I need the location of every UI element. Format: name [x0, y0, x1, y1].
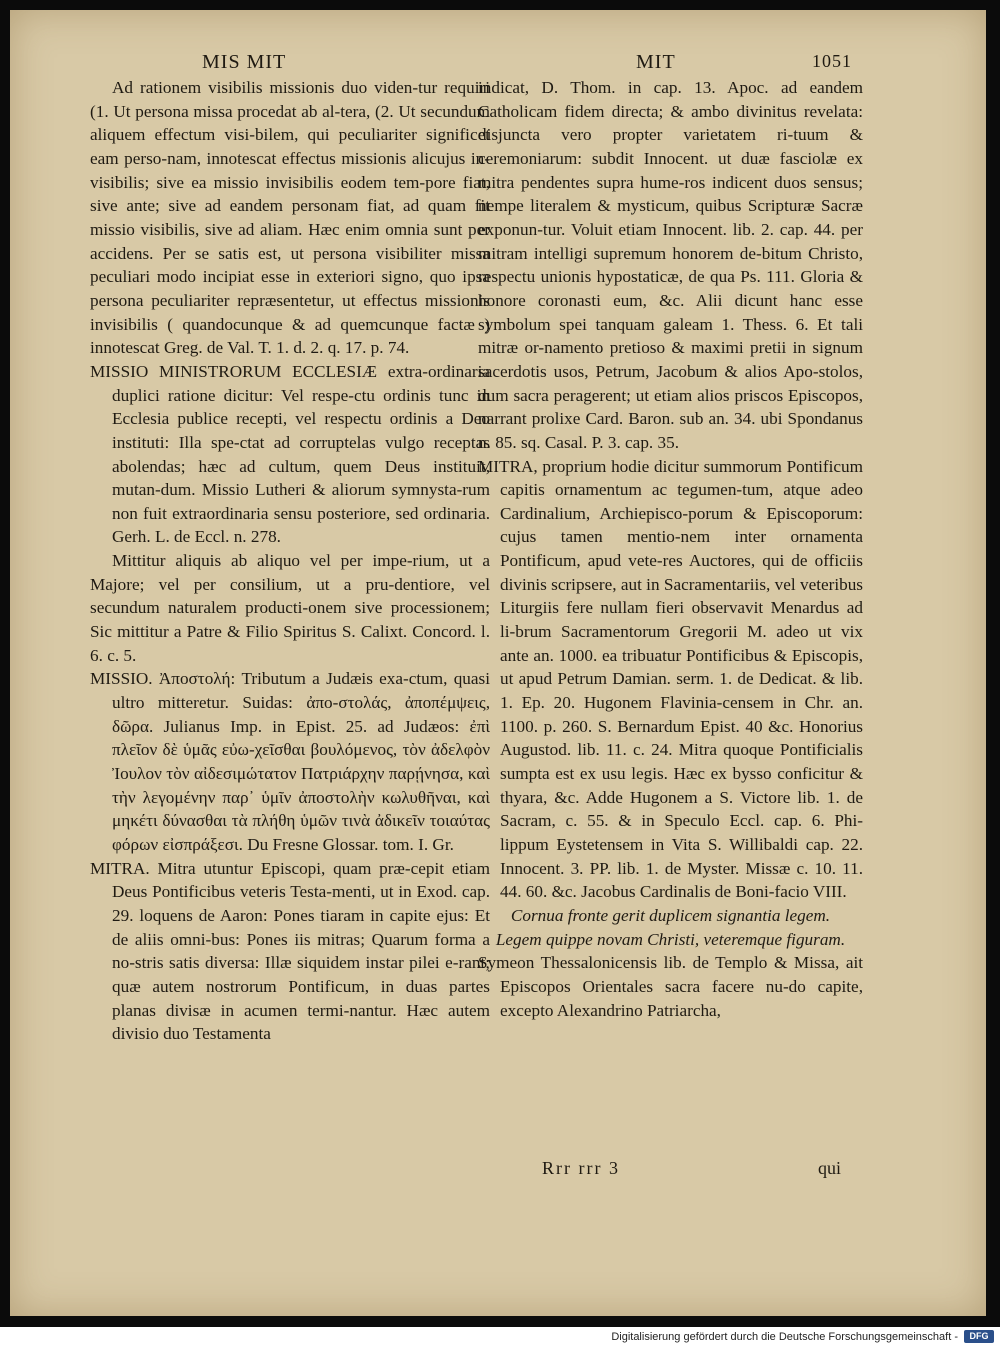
entry-mitra: MITRA. Mitra utuntur Episcopi, quam præ-cepit etiam Deus Pontificibus veteris Testa-menti, ut in Exod. cap. 29. loquens de Aaron: Pones tiaram in capite ejus: Et de aliis omni-bus: Pones iis mitras; Quarum forma a no-stris satis diversa: Illæ siquidem instar pilei e-rant; quæ autem nostrorum Pontificum, in duas partes planas divisæ in acumen termi-nantur. Hæc autem divisio duo Testamenta: [90, 858, 490, 1044]
page-number: 1051: [812, 51, 852, 71]
right-column: [478, 76, 863, 1022]
paragraph-mittitur: Mittitur aliquis ab aliquo vel per impe-rium, ut a Majore; vel per consilium, ut a pru-dentiore, vel secundum naturalem producti-onem sive processionem; Sic mittitur a Patre & Filio Spiritus S. Calixt. Concord. l. 6. c. 5.: [90, 551, 490, 665]
verse-line-2: Legem quippe novam Christi, veteremque figuram.: [495, 929, 846, 949]
entry-missio-ministrorum: MISSIO MINISTRORUM ECCLESIÆ extra-ordinaria duplici ratione dicitur: Vel respe-ctu ordinis tunc in Ecclesia publice recepti, vel respectu ordinis a Deo instituti: Illa spe-ctat ad corruptelas vulgo receptas abolendas; hæc ad cultum, quem Deus instituit, mutan-dum. Missio Lutheri & aliorum symnysta-rum non fuit extraordinaria sensu posteriore, sed ordinaria. Gerh. L. de Eccl. n. 278.: [90, 361, 490, 547]
paragraph-continuation: indicat, D. Thom. in cap. 13. Apoc. ad eandem Catholicam fidem directa; & ambo divinitus revelata: disjuncta vero propter varietatem ri-tuum & ceremoniarum: subdit Innocent. ut duæ fasciolæ ex mitra pendentes supra hume-ros indicent duos sensus; nempe literalem & mysticum, quibus Scripturæ Sacræ exponun-tur. Voluit etiam Innocent. lib. 2. cap. 44. per mitram intelligi supremum honorem de-bitum Christo, respectu unionis hypostaticæ, de qua Ps. 111. Gloria & honore coronasti eum, &c. Alii dicunt hanc esse symbolum spei tanquam galeam 1. Thess. 6. Et tali mitræ or-namento pretioso & maximi pretii in signum sacerdotis usos, Petrum, Jacobum & alios Apo-stolos, dum sacra peragerent; ut etiam alios priscos Episcopos, narrant prolixe Card. Baron. sub an. 34. ubi Spondanus n. 85. sq. Casal. P. 3. cap. 35.: [478, 78, 863, 452]
verse-line-1: Cornua fronte gerit duplicem signantia legem.: [510, 905, 831, 925]
paragraph-symeon: Symeon Thessalonicensis lib. de Templo & Missa, ait Episcopos Orientales sacra facere nu-do capite, excepto Alexandrino Patriarcha,: [478, 953, 863, 1020]
paragraph-visibilis-missionis: Ad rationem visibilis missionis duo viden-tur requiri (1. Ut persona missa procedat ab al-tera, (2. Ut secundum aliquem effectum visi-bilem, qui peculiariter significet eam perso-nam, innotescat effectus missionis alicujus in-visibilis; sive ea missio invisibilis eodem tem-pore fiat, sive ante; sive ad eandem personam fiat, ad quam fit missio visibilis, sive ad aliam. Hæc enim omnia sunt per accidens. Per se satis est, ut persona visibiliter missa peculiari modo incipiat esse in exteriori signo, quo ipsa persona peculiariter repræsentetur, ut effectus missionis invisibilis ( quandocunque & ad quemcunque factæ ) innotescat Greg. de Val. T. 1. d. 2. q. 17. p. 74.: [90, 78, 490, 358]
left-column: [90, 76, 490, 1046]
entry-missio-apostole: MISSIO. Ἀποστολή: Tributum a Judæis exa-ctum, quasi ultro mitteretur. Suidas: ἀπο-στολάς, ἀποπέμψεις, δῶρα. Julianus Imp. in Epist. 25. ad Judæos: ἐπὶ πλεῖον δὲ ὑμᾶς εὐω-χεῖσθαι βουλόμενος, τὸν ἀδελφὸν Ἰουλον τὸν αἰδεσιμώτατον Πατριάρχην παρῄνησα, καὶ τὴν λεγομένην παρ᾽ ὑμῖν ἀποστολὴν κωλυθῆναι, καὶ μηκέτι δύνασθαι τὰ πλήθη ὑμῶν τινὰ ἀδικεῖν τοιαύτας φόρων εἰσπράξεσι. Du Fresne Glossar. tom. I. Gr.: [90, 669, 490, 854]
dfg-logo-icon: DFG: [964, 1330, 994, 1343]
funding-note: Digitalisierung gefördert durch die Deutsche Forschungsgemeinschaft -: [611, 1331, 958, 1343]
entry-mitra-proprium: MITRA, proprium hodie dicitur summorum Pontificum capitis ornamentum ac tegumen-tum, atque adeo Cardinalium, Archiepisco-porum & Episcoporum: cujus tamen mentio-nem inter ornamenta Pontificum, apud vete-res Auctores, qui de officiis divinis scripsere, aut in Sacramentariis, vel veteribus Liturgiis fere nullam fieri observavit Menardus ad li-brum Sacramentorum Gregorii M. adeo ut vix ante an. 1000. ea tribuatur Pontificibus & Episcopis, ut apud Petrum Damian. serm. 1. de Dedicat. & lib. 1. Ep. 20. Hugonem Flavinia-censem in Chr. an. 1100. p. 260. S. Bernardum Epist. 40 &c. Honorius Augustod. lib. 11. c. 24. Mitra quoque Pontificialis sumpta est ex usu legis. Hæc ex bysso conficitur & thyara, &c. Adde Hugonem a S. Victore lib. 1. de Sacram, c. 55. & in Speculo Eccl. cap. 6. Phi-lippum Eystetensem in Vita S. Willibaldi cap. 22. Innocent. 3. PP. lib. 1. de Myster. Missæ c. 10. 11. 44. 60. &c. Jacobus Cardinalis de Boni-facio VIII.: [478, 456, 863, 902]
book-page: [10, 10, 986, 1316]
running-head-right: MIT: [636, 51, 676, 73]
catchword: qui: [818, 1158, 842, 1178]
signature-mark: Rrr rrr 3: [542, 1158, 620, 1178]
digitization-footer: [0, 1327, 1000, 1347]
running-head-left: MIS MIT: [202, 51, 287, 73]
